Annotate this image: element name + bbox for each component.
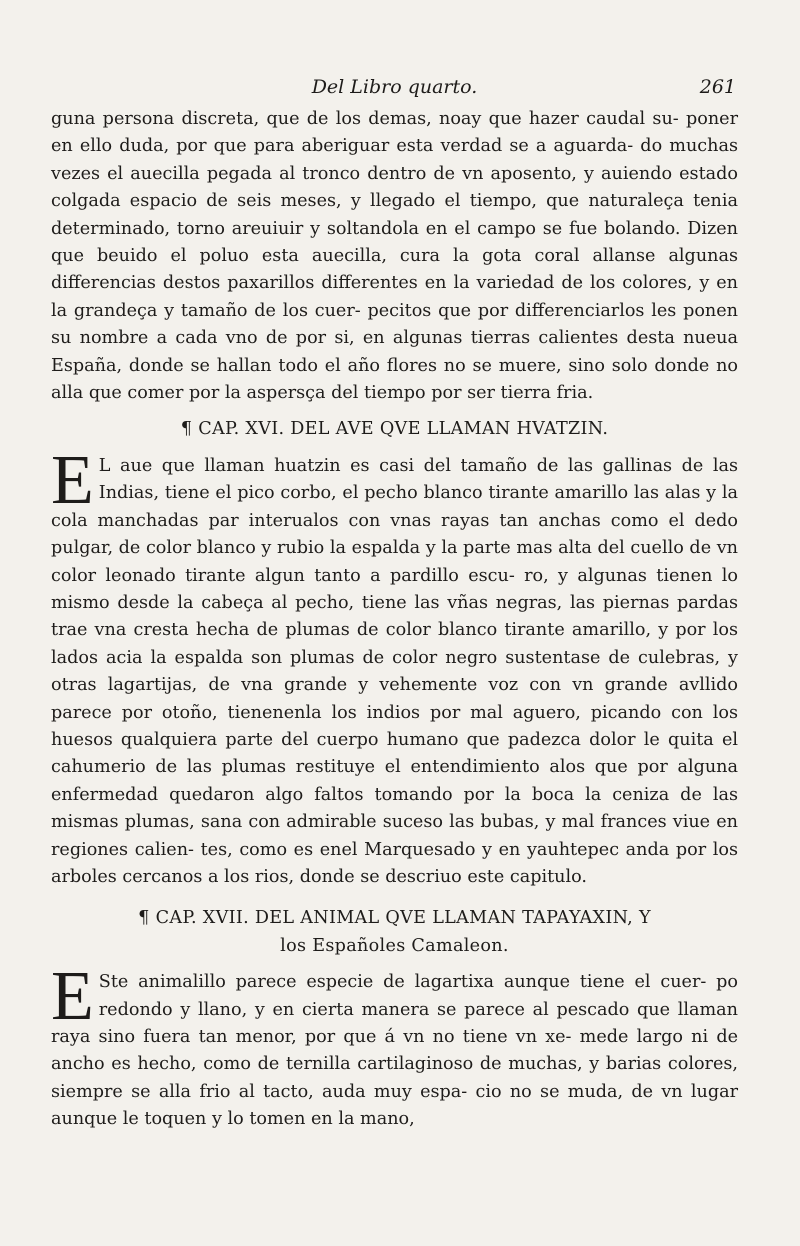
pilcrow-icon: ¶ <box>138 908 150 929</box>
running-title: Del Libro quarto. <box>311 76 478 98</box>
chapter-16-text: L aue que llaman huatzin es casi del tamaño de las gallinas de las Indias, tiene el pico corbo, el pecho blanco tirante amarillo las alas y la cola manchadas par interualos con vnas rayas tan anchas como el dedo pulgar, de color blanco y rubio la espalda y la parte mas alta del cuello de vn color leonado tirante algun tanto a pardillo escu- ro, y algunas tienen lo mismo desde la cabeça al pecho, tiene las vñas negras, las piernas pardas trae vna cresta hecha de plumas de color blanco tirante amarillo, y por los lados acia la espalda son plumas de color negro sustentase de culebras, y otras lagartijas, de vna grande y vehemente voz con vn grande avllido parece por otoño, tienenenla los indios por mal aguero, picando con los huesos qualquiera parte del cuerpo humano que padezca dolor le quita el cahumerio de las plumas restituye el entendimiento alos que por alguna enfermedad quedaron algo faltos tomando por la boca la ceniza de las mismas plumas, sana con admirable suceso las bubas, y mal frances viue en regiones calien- tes, como es enel Marquesado y en yauhtepec anda por los arboles cercanos a los rios, donde se descriuo este capitulo. <box>51 455 738 887</box>
chapter-17-heading-line-1 <box>51 905 738 932</box>
chapter-17-body <box>51 958 738 1133</box>
drop-cap: E <box>51 441 94 519</box>
pilcrow-icon: ¶ <box>180 419 193 440</box>
chapter-16-body <box>51 441 738 892</box>
chapter-17 <box>51 905 738 1133</box>
chapter-17-heading <box>51 905 738 960</box>
page-number: 261 <box>699 76 736 98</box>
chapter-17-subtitle: los Españoles Camaleon. <box>280 935 509 956</box>
chapter-16-heading <box>51 416 738 443</box>
intro-paragraph: guna persona discreta, que de los demas, noay que hazer caudal su- poner en ello duda, por que para aberiguar esta verdad se a aguarda- do muchas vezes el auecilla pegada al tronco dentro de vn aposento, y auiendo estado colgada espacio de seis meses, y llegado el tiempo, que naturaleça tenia determinado, torno areuiuir y soltandola en el campo se fue bolando. Dizen que beuido el poluo esta auecilla, cura la gota coral allanse algunas differencias destos paxarillos differentes en la variedad de los colores, y en la grandeça y tamaño de los cuer- pecitos que por differenciarlos les ponen su nombre a cada vno de por si, en algunas tierras calientes desta nueua España, donde se hallan todo el año flores no se muere, sino solo donde no alla que comer por la aspersça del tiempo por ser tierra fria. <box>51 109 738 404</box>
chapter-17-text: Ste animalillo parece especie de lagartixa aunque tiene el cuer- po redondo y llano, y en cierta manera se parece al pescado que llaman raya sino fuera tan menor, por que á vn no tiene vn xe- mede largo ni de ancho es hecho, como de ternilla cartilaginoso de muchas, y barias colores, siempre se alla frio al tacto, auda muy espa- cio no se muda, de vn lugar aunque le toquen y lo tomen en la mano, <box>51 972 738 1130</box>
chapter-16-title: CAP. XVI. DEL AVE QVE LLAMAN HVATZIN. <box>198 419 609 440</box>
drop-cap: E <box>51 958 94 1036</box>
chapter-17-title: CAP. XVII. DEL ANIMAL QVE LLAMAN TAPAYAXIN, Y <box>155 908 651 929</box>
chapter-16 <box>51 416 738 891</box>
running-head <box>51 76 738 106</box>
